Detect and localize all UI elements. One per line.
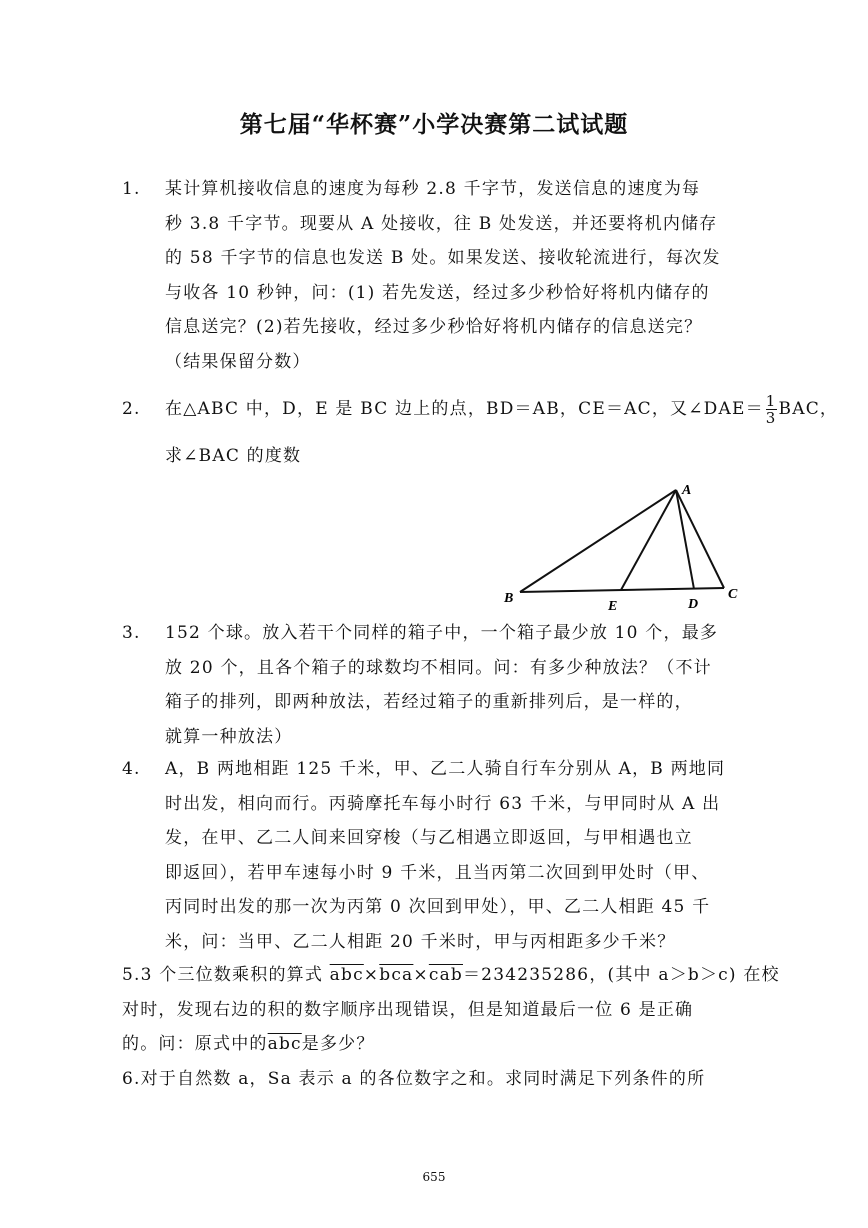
- text-line: 放 20 个，且各个箱子的球数均不相同。问：有多少种放法？（不计: [165, 657, 712, 678]
- question-number: 3.: [122, 623, 141, 643]
- times-sign: ×: [413, 965, 429, 985]
- text-line: 与收各 10 秒钟，问：(1) 若先发送，经过多少秒恰好将机内储存的: [165, 282, 710, 303]
- text-line: 某计算机接收信息的速度为每秒 2.8 千字节，发送信息的速度为每: [165, 179, 701, 199]
- question-1: [124, 172, 750, 379]
- text-line: 6.对于自然数 a，Sa 表示 a 的各位数字之和。求同时满足下列条件的所: [122, 1069, 706, 1089]
- text-line: 丙同时出发的那一次为丙第 0 次回到甲处），甲、乙二人相距 45 千: [165, 897, 711, 917]
- label-e: E: [608, 599, 618, 614]
- text-line: 时出发，相向而行。丙骑摩托车每小时行 63 千米，与甲同时从 A 出: [165, 793, 721, 814]
- text-line: 米，问：当甲、乙二人相距 20 千米时，甲与丙相距多少千米？: [165, 931, 676, 952]
- text-fragment: 5.3 个三位数乘积的算式: [122, 965, 330, 985]
- fraction: [766, 393, 777, 426]
- text-fragment: 在△ABC 中，D，E 是 BC 边上的点，BD＝AB，CE＝AC，又∠DAE＝: [165, 399, 764, 419]
- text-line: 即返回），若甲车速每小时 9 千米，且当丙第二次回到甲处时（甲、: [165, 862, 710, 883]
- overlined-number: $\overline{bca}$: [379, 965, 414, 985]
- question-5: [122, 958, 780, 1062]
- question-2: [122, 392, 839, 473]
- overlined-number: $\overline{abc}$: [329, 965, 364, 985]
- triangle-figure: [500, 476, 750, 614]
- fraction-numerator: 1: [765, 392, 777, 410]
- text-fragment: 是多少？: [301, 1034, 375, 1054]
- fraction-denominator: 3: [765, 409, 777, 427]
- text-line: [122, 1027, 752, 1062]
- text-line: A，B 两地相距 125 千米，甲、乙二人骑自行车分别从 A，B 两地同: [165, 759, 726, 779]
- times-sign: ×: [363, 965, 380, 985]
- text-line: [122, 958, 780, 993]
- text-fragment: ，(其中 a＞b＞c) 在校: [589, 965, 780, 985]
- question-number: 4.: [122, 759, 141, 779]
- text-line: 求∠BAC 的度数: [165, 445, 302, 466]
- product-value: ＝234235286: [462, 965, 590, 985]
- segment-ab: [520, 490, 676, 592]
- text-line: 信息送完？(2)若先接收，经过多少秒恰好将机内储存的信息送完？: [165, 317, 703, 337]
- question-3: [124, 616, 750, 754]
- text-line: 的 58 千字节的信息也发送 B 处。如果发送、接收轮流进行，每次发: [165, 248, 721, 268]
- text-line: 就算一种放法）: [165, 726, 293, 747]
- text-line: 秒 3.8 千字节。现要从 A 处接收，往 B 处发送，并还要将机内储存: [165, 213, 718, 234]
- page-title: 第七届“华杯赛”小学决赛第二试试题: [239, 111, 629, 138]
- segment-ac: [676, 490, 724, 588]
- text-line: 152 个球。放入若干个同样的箱子中，一个箱子最少放 10 个，最多: [165, 623, 719, 643]
- label-a: A: [682, 483, 692, 498]
- question-4: [124, 752, 750, 959]
- label-b: B: [504, 591, 514, 606]
- text-line: （结果保留分数）: [165, 351, 311, 372]
- question-6: [122, 1062, 752, 1097]
- overlined-number: $\overline{cab}$: [428, 965, 463, 985]
- page-number: 655: [422, 1170, 446, 1184]
- question-number: 1.: [122, 179, 141, 199]
- segment-ae: [621, 490, 676, 590]
- text-line: 对时，发现右边的积的数字顺序出现错误，但是知道最后一位 6 是正确: [122, 999, 694, 1020]
- text-line: 箱子的排列，即两种放法，若经过箱子的重新排列后，是一样的，: [165, 692, 693, 712]
- text-line: [165, 392, 839, 427]
- text-fragment: 的。问：原式中的: [122, 1034, 268, 1054]
- label-d: D: [688, 597, 699, 612]
- text-fragment: BAC，: [778, 399, 839, 419]
- segment-ad: [676, 490, 694, 589]
- overlined-number: $\overline{abc}$: [267, 1034, 302, 1054]
- text-line: 发，在甲、乙二人间来回穿梭（与乙相遇立即返回，与甲相遇也立: [165, 828, 693, 848]
- label-c: C: [728, 587, 738, 602]
- question-number: 2.: [122, 399, 141, 419]
